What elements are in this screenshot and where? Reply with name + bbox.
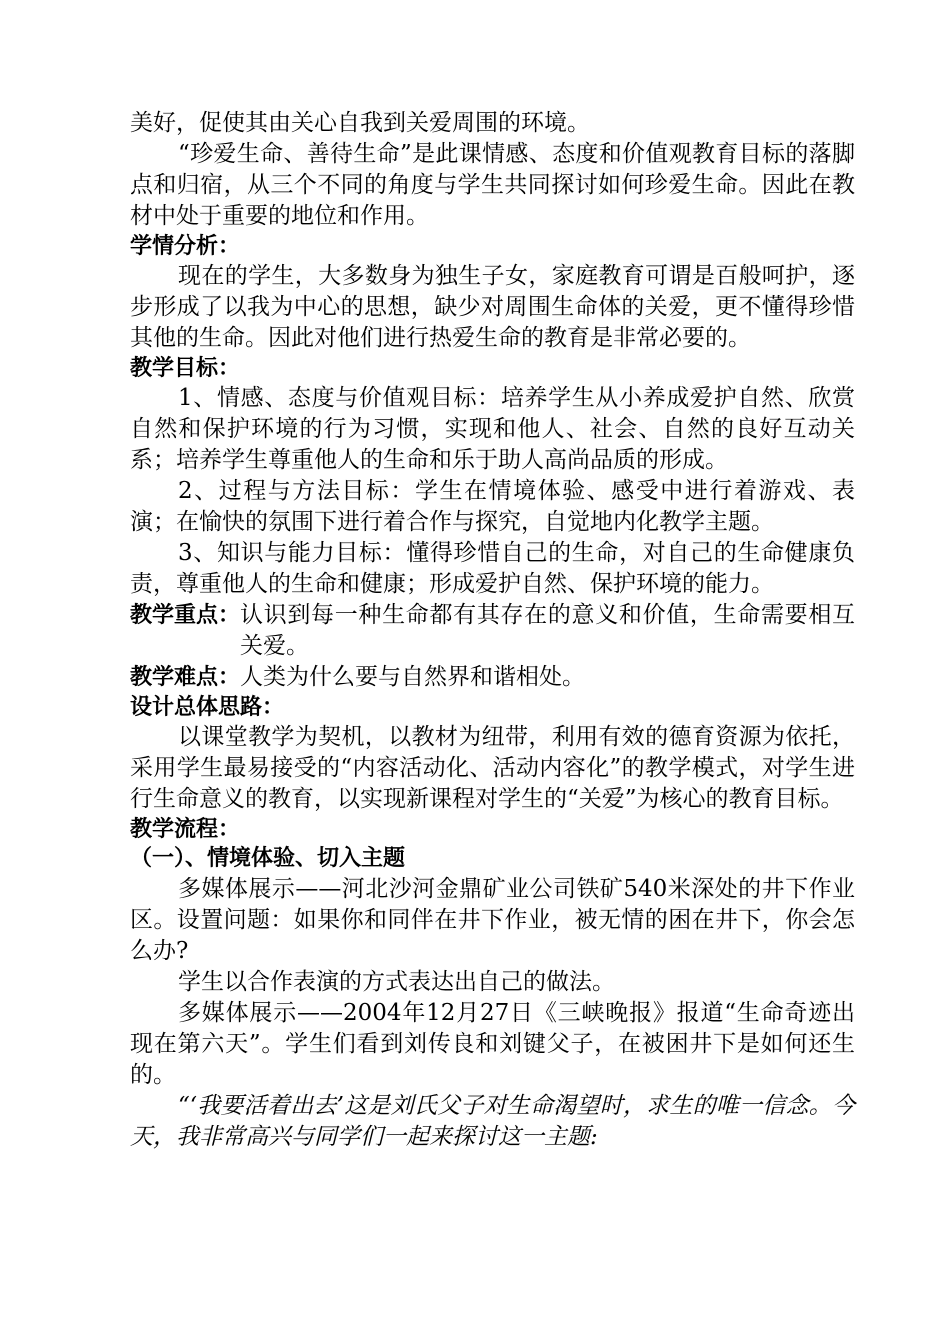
section-1-paragraph: 学生以合作表演的方式表达出自己的做法。 xyxy=(178,969,615,995)
section-1-quote-paragraph: “‘我要活着出去’这是刘氏父子对生命渴望时，求生的唯一信念。今天，我非常高兴与同学们一起来探讨这一主题: xyxy=(130,1093,855,1150)
section-1-paragraph: 多媒体展示——2004年12月27日《三峡晚报》报道“生命奇迹出现在第六天”。学生们看到刘传良和刘键父子，在被困井下是如何还生的。 xyxy=(130,1000,855,1088)
objectives-heading: 教学目标： xyxy=(130,356,241,381)
key-point-text: 认识到每一种生命都有其存在的意义和价值，生命需要相互关爱。 xyxy=(240,602,855,659)
section-1-title: （一）、情境体验、切入主题 xyxy=(130,846,406,871)
design-text: 以课堂教学为契机，以教材为纽带，利用有效的德育资源为依托，采用学生最易接受的“内容活动化、活动内容化”的教学模式，对学生进行生命意义的教育，以实现新课程对学生的“关爱”为核心的教育目标。 xyxy=(130,724,855,812)
section-1-paragraph: 多媒体展示——河北沙河金鼎矿业公司铁矿540米深处的井下作业区。设置问题：如果你和同伴在井下作业，被无情的困在井下，你会怎么办? xyxy=(130,876,855,964)
learner-analysis-heading: 学情分析： xyxy=(130,234,241,259)
objective-item-1: 1、情感、态度与价值观目标：培养学生从小养成爱护自然、欣赏自然和保护环境的行为习惯，实现和他人、社会、自然的良好互动关系；培养学生尊重他人的生命和乐于助人高尚品质的形成。 xyxy=(130,385,855,473)
objective-item-3: 3、知识与能力目标：懂得珍惜自己的生命，对自己的生命健康负责，尊重他人的生命和健康；形成爱护自然、保护环境的能力。 xyxy=(130,540,855,597)
difficulty-text: 人类为什么要与自然界和谐相处。 xyxy=(240,664,586,690)
learner-analysis-text: 现在的学生，大多数身为独生子女，家庭教育可谓是百般呵护，逐步形成了以我为中心的思想，缺少对周围生命体的关爱，更不懂得珍惜其他的生命。因此对他们进行热爱生命的教育是非常必要的。 xyxy=(130,263,855,351)
document-page xyxy=(130,108,855,1153)
key-point-row xyxy=(130,600,855,662)
objective-item-2: 2、过程与方法目标：学生在情境体验、感受中进行着游戏、表演；在愉快的氛围下进行着合作与探究，自觉地内化教学主题。 xyxy=(130,478,855,535)
intro-paragraph: “珍爱生命、善待生命”是此课情感、态度和价值观教育目标的落脚点和归宿，从三个不同的角度与学生共同探讨如何珍爱生命。因此在教材中处于重要的地位和作用。 xyxy=(130,141,855,229)
key-point-label: 教学重点： xyxy=(130,603,241,628)
difficulty-label: 教学难点： xyxy=(130,665,241,690)
design-heading: 设计总体思路： xyxy=(130,695,285,720)
difficulty-row xyxy=(130,662,855,693)
process-heading: 教学流程： xyxy=(130,817,241,842)
intro-line: 美好，促使其由关心自我到关爱周围的环境。 xyxy=(130,110,590,136)
